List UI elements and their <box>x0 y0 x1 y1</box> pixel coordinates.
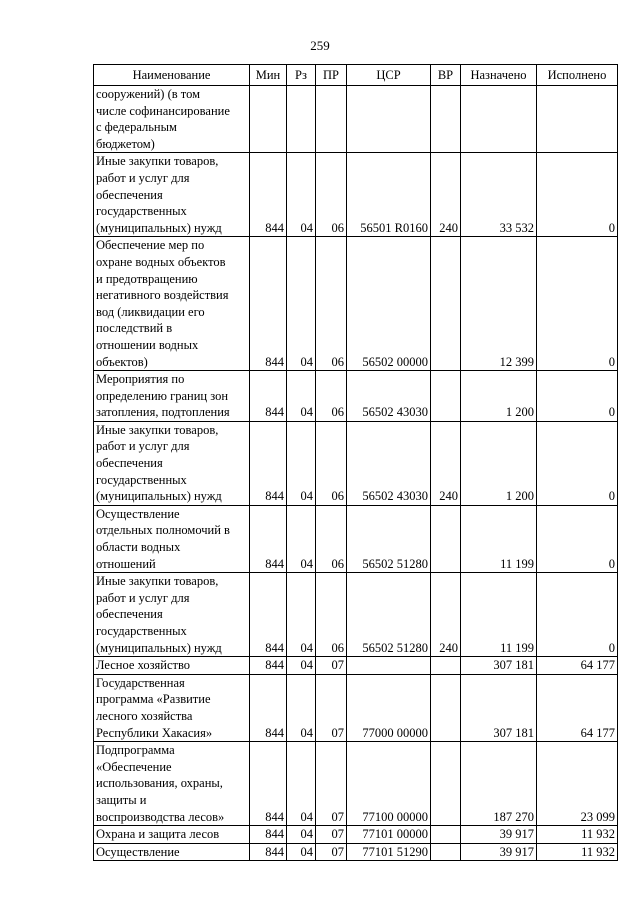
cell-vr <box>431 505 461 572</box>
cell-name-line: Мероприятия по <box>96 372 185 387</box>
table-row <box>94 237 618 371</box>
cell-name-line: последствий в <box>96 321 173 336</box>
cell-csr: 77100 00000 <box>347 742 431 826</box>
cell-rz: 04 <box>287 742 316 826</box>
cell-vr <box>431 371 461 422</box>
cell-rz: 04 <box>287 826 316 844</box>
cell-assigned: 39 917 <box>461 826 537 844</box>
cell-min: 844 <box>250 573 287 657</box>
cell-name-line: вод (ликвидации его <box>96 304 205 319</box>
cell-vr: 240 <box>431 573 461 657</box>
cell-pr: 06 <box>316 573 347 657</box>
cell-name-line: обеспечения <box>96 187 163 202</box>
cell-csr: 56501 R0160 <box>347 153 431 237</box>
cell-name-line: Обеспечение мер по <box>96 238 205 253</box>
cell-assigned: 11 199 <box>461 573 537 657</box>
cell-name-line: лесного хозяйства <box>96 708 193 723</box>
cell-vr: 240 <box>431 421 461 505</box>
table-row <box>94 371 618 422</box>
cell-csr: 56502 43030 <box>347 371 431 422</box>
cell-name-line: обеспечения <box>96 456 163 471</box>
cell-name-line: воспроизводства лесов» <box>96 809 225 824</box>
cell-name-line: Иные закупки товаров, <box>96 422 219 437</box>
cell-name <box>94 674 250 741</box>
cell-name-line: обеспечения <box>96 607 163 622</box>
cell-name-line: государственных <box>96 204 187 219</box>
cell-pr: 07 <box>316 742 347 826</box>
cell-name-line: (муниципальных) нужд <box>96 489 222 504</box>
cell-vr <box>431 657 461 675</box>
table-row <box>94 86 618 153</box>
cell-assigned: 187 270 <box>461 742 537 826</box>
cell-executed: 23 099 <box>537 742 618 826</box>
cell-name-line: определению границ зон <box>96 388 229 403</box>
table-row <box>94 505 618 572</box>
cell-min: 844 <box>250 657 287 675</box>
cell-rz <box>287 86 316 153</box>
cell-name-line: области водных <box>96 540 181 555</box>
cell-pr: 06 <box>316 421 347 505</box>
cell-rz: 04 <box>287 421 316 505</box>
cell-executed: 64 177 <box>537 657 618 675</box>
cell-name-line: государственных <box>96 472 187 487</box>
cell-executed: 0 <box>537 153 618 237</box>
cell-csr: 56502 43030 <box>347 421 431 505</box>
header-assigned: Назначено <box>461 65 537 86</box>
cell-rz: 04 <box>287 505 316 572</box>
header-executed: Исполнено <box>537 65 618 86</box>
table-row <box>94 826 618 844</box>
cell-executed <box>537 86 618 153</box>
cell-name <box>94 421 250 505</box>
cell-assigned <box>461 86 537 153</box>
cell-pr: 06 <box>316 237 347 371</box>
cell-name <box>94 237 250 371</box>
header-csr: ЦСР <box>347 65 431 86</box>
table-row <box>94 742 618 826</box>
cell-assigned: 307 181 <box>461 674 537 741</box>
cell-pr: 07 <box>316 674 347 741</box>
header-pr: ПР <box>316 65 347 86</box>
cell-csr: 56502 51280 <box>347 573 431 657</box>
cell-name-line: «Обеспечение <box>96 759 172 774</box>
cell-name-line: Республики Хакасия» <box>96 725 213 740</box>
cell-name-line: Иные закупки товаров, <box>96 154 219 169</box>
table-body <box>94 86 618 861</box>
cell-csr <box>347 86 431 153</box>
cell-min <box>250 86 287 153</box>
cell-name-line: работ и услуг для <box>96 590 190 605</box>
cell-assigned: 12 399 <box>461 237 537 371</box>
cell-executed: 0 <box>537 505 618 572</box>
cell-name-line: использования, охраны, <box>96 776 223 791</box>
cell-executed: 0 <box>537 421 618 505</box>
cell-name-line: программа «Развитие <box>96 692 211 707</box>
cell-assigned: 1 200 <box>461 371 537 422</box>
cell-name-line: отношении водных <box>96 337 199 352</box>
cell-name-line: негативного воздействия <box>96 288 229 303</box>
cell-name-line: Государственная <box>96 675 185 690</box>
cell-name-line: затопления, подтопления <box>96 405 230 420</box>
cell-vr <box>431 237 461 371</box>
cell-vr <box>431 674 461 741</box>
cell-name-line: Охрана и защита лесов <box>96 827 220 842</box>
cell-pr: 06 <box>316 505 347 572</box>
cell-pr: 06 <box>316 153 347 237</box>
cell-csr: 56502 51280 <box>347 505 431 572</box>
cell-name-line: сооружений) (в том <box>96 87 201 101</box>
page-number: 259 <box>310 38 330 53</box>
cell-name <box>94 505 250 572</box>
cell-pr <box>316 86 347 153</box>
cell-name-line: с федеральным <box>96 120 177 135</box>
cell-min: 844 <box>250 674 287 741</box>
cell-rz: 04 <box>287 573 316 657</box>
cell-name-line: Иные закупки товаров, <box>96 574 219 589</box>
header-min: Мин <box>250 65 287 86</box>
cell-rz: 04 <box>287 657 316 675</box>
cell-name-line: объектов) <box>96 354 148 369</box>
cell-executed: 0 <box>537 573 618 657</box>
cell-executed: 11 932 <box>537 826 618 844</box>
cell-name-line: и предотвращению <box>96 271 198 286</box>
cell-executed: 0 <box>537 371 618 422</box>
cell-vr <box>431 86 461 153</box>
cell-name-line: (муниципальных) нужд <box>96 640 222 655</box>
cell-rz: 04 <box>287 237 316 371</box>
cell-rz: 04 <box>287 843 316 861</box>
cell-name <box>94 573 250 657</box>
cell-min: 844 <box>250 153 287 237</box>
cell-assigned: 33 532 <box>461 153 537 237</box>
table-row <box>94 153 618 237</box>
cell-pr: 07 <box>316 843 347 861</box>
cell-assigned: 1 200 <box>461 421 537 505</box>
cell-assigned: 39 917 <box>461 843 537 861</box>
cell-name-line: бюджетом) <box>96 136 155 151</box>
table-header-row <box>94 65 618 86</box>
budget-table <box>93 64 618 861</box>
header-rz: Рз <box>287 65 316 86</box>
cell-vr: 240 <box>431 153 461 237</box>
cell-name <box>94 843 250 861</box>
cell-min: 844 <box>250 505 287 572</box>
header-vr: ВР <box>431 65 461 86</box>
cell-assigned: 11 199 <box>461 505 537 572</box>
cell-name <box>94 371 250 422</box>
cell-csr: 77000 00000 <box>347 674 431 741</box>
cell-name <box>94 86 250 153</box>
cell-assigned: 307 181 <box>461 657 537 675</box>
cell-executed: 11 932 <box>537 843 618 861</box>
cell-rz: 04 <box>287 371 316 422</box>
cell-min: 844 <box>250 371 287 422</box>
cell-name-line: государственных <box>96 624 187 638</box>
cell-name-line: числе софинансирование <box>96 103 230 118</box>
cell-min: 844 <box>250 742 287 826</box>
cell-vr <box>431 826 461 844</box>
cell-pr: 06 <box>316 371 347 422</box>
cell-min: 844 <box>250 421 287 505</box>
header-name: Наименование <box>94 65 250 86</box>
cell-name-line: Лесное хозяйство <box>96 658 191 673</box>
cell-name-line: отношений <box>96 556 156 571</box>
cell-rz: 04 <box>287 674 316 741</box>
table-row <box>94 421 618 505</box>
cell-executed: 64 177 <box>537 674 618 741</box>
table-row <box>94 674 618 741</box>
cell-min: 844 <box>250 843 287 861</box>
cell-name-line: работ и услуг для <box>96 439 190 454</box>
cell-csr: 77101 51290 <box>347 843 431 861</box>
cell-rz: 04 <box>287 153 316 237</box>
cell-csr: 77101 00000 <box>347 826 431 844</box>
cell-name <box>94 826 250 844</box>
cell-name <box>94 742 250 826</box>
cell-pr: 07 <box>316 657 347 675</box>
cell-name <box>94 657 250 675</box>
cell-name-line: работ и услуг для <box>96 170 190 185</box>
cell-name-line: отдельных полномочий в <box>96 523 230 538</box>
cell-name-line: Осуществление <box>96 844 180 859</box>
cell-min: 844 <box>250 237 287 371</box>
table-row <box>94 573 618 657</box>
cell-executed: 0 <box>537 237 618 371</box>
table-row <box>94 843 618 861</box>
cell-pr: 07 <box>316 826 347 844</box>
table-row <box>94 657 618 675</box>
cell-name-line: охране водных объектов <box>96 254 226 269</box>
cell-name-line: Подпрограмма <box>96 743 175 758</box>
cell-name <box>94 153 250 237</box>
cell-vr <box>431 843 461 861</box>
cell-csr: 56502 00000 <box>347 237 431 371</box>
cell-csr <box>347 657 431 675</box>
cell-vr <box>431 742 461 826</box>
cell-name-line: защиты и <box>96 792 147 807</box>
cell-name-line: Осуществление <box>96 506 180 521</box>
cell-name-line: (муниципальных) нужд <box>96 220 222 235</box>
cell-min: 844 <box>250 826 287 844</box>
